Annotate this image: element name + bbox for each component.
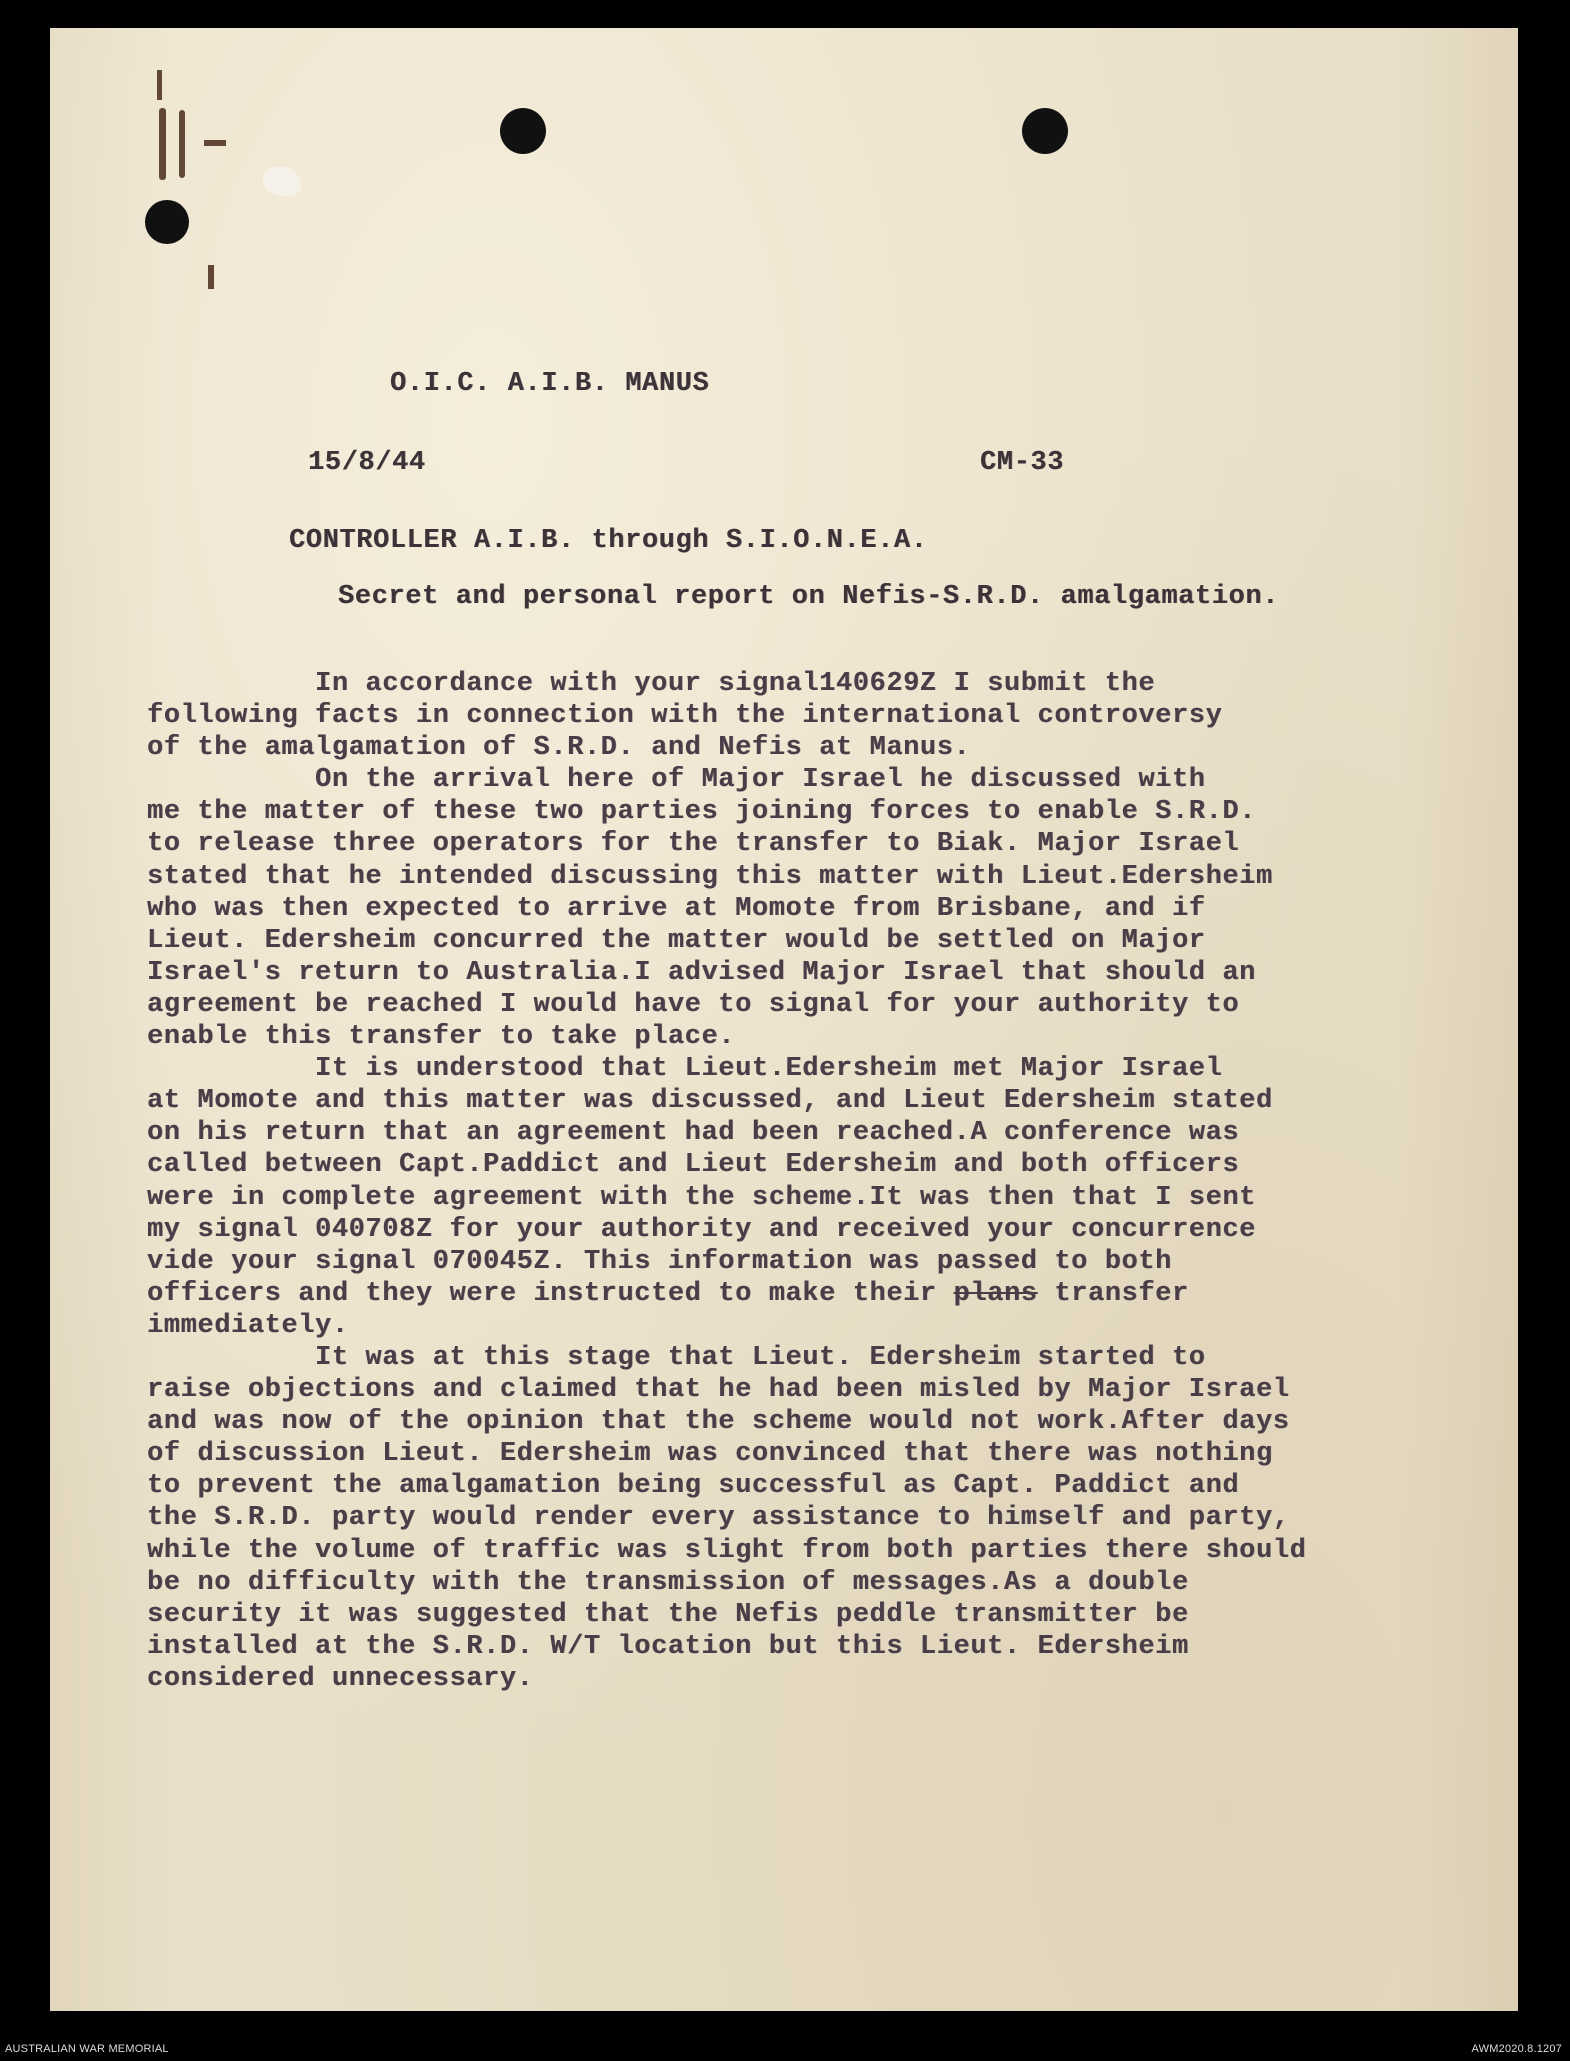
memo-subject: Secret and personal report on Nefis-S.R.D. amalgamation. [338,582,1279,612]
body-line: of the amalgamation of S.R.D. and Nefis at Manus. [147,733,971,764]
body-line: Israel's return to Australia.I advised Major Israel that should an [147,957,1256,988]
body-line: called between Capt.Paddict and Lieut Edersheim and both officers [147,1150,1240,1181]
body-line: security it was suggested that the Nefis peddle transmitter be [147,1599,1189,1630]
memo-to: O.I.C. A.I.B. MANUS [390,369,710,399]
staple-mark [157,70,162,100]
body-line: and was now of the opinion that the scheme would not work.After days [147,1407,1290,1438]
body-line: enable this transfer to take place. [147,1022,736,1053]
struck-word: plans [953,1278,1038,1309]
body-line: my signal 040708Z for your authority and received your concurrence [147,1214,1256,1245]
body-line: It was at this stage that Lieut. Edersheim started to [147,1342,1206,1373]
body-line: be no difficulty with the transmission of messages.As a double [147,1567,1189,1598]
body-line: on his return that an agreement had been reached.A conference was [147,1118,1240,1149]
paper-tear [263,166,301,196]
body-line: In accordance with your signal140629Z I submit the [147,669,1156,699]
memo-from: CONTROLLER A.I.B. through S.I.O.N.E.A. [289,526,928,556]
body-line: at Momote and this matter was discussed, and Lieut Edersheim stated [147,1086,1273,1117]
body-line: of discussion Lieut. Edersheim was convinced that there was nothing [147,1439,1273,1470]
staple-mark [208,265,214,289]
footer-credit: AUSTRALIAN WAR MEMORIAL [5,2043,169,2055]
staple-mark [159,108,166,180]
staple-mark [204,140,226,146]
body-line: while the volume of traffic was slight from both parties there should [147,1535,1307,1566]
footer-accession-number: AWM2020.8.1207 [1471,2043,1562,2055]
body-line: me the matter of these two parties joining forces to enable S.R.D. [147,797,1256,828]
body-line: Lieut. Edersheim concurred the matter would be settled on Major [147,925,1206,956]
body-line: were in complete agreement with the scheme.It was then that I sent [147,1182,1256,1213]
body-line: vide your signal 070045Z. This information was passed to both [147,1246,1172,1277]
body-line: On the arrival here of Major Israel he discussed with [147,765,1206,796]
body-line: to release three operators for the transfer to Biak. Major Israel [147,829,1240,860]
body-line: It is understood that Lieut.Edersheim met Major Israel [147,1054,1223,1085]
body-line: to prevent the amalgamation being successful as Capt. Paddict and [147,1471,1240,1502]
body-line: agreement be reached I would have to signal for your authority to [147,989,1240,1020]
punch-hole [500,108,546,154]
memo-reference: CM-33 [980,448,1065,478]
body-line: the S.R.D. party would render every assistance to himself and party, [147,1503,1290,1534]
body-line-text: transfer [1037,1278,1189,1309]
memo-date: 15/8/44 [308,448,426,478]
body-line: installed at the S.R.D. W/T location but this Lieut. Edersheim [147,1631,1189,1662]
body-line-text: officers and they were instructed to make their [147,1278,954,1309]
body-line [147,1278,1447,1310]
body-line: immediately. [147,1310,349,1341]
body-line: following facts in connection with the international controversy [147,701,1223,732]
punch-hole [145,200,189,244]
body-line: stated that he intended discussing this matter with Lieut.Edersheim [147,861,1273,892]
body-line: considered unnecessary. [147,1663,534,1694]
report-body [147,668,1447,1695]
body-line: who was then expected to arrive at Momote from Brisbane, and if [147,893,1206,924]
body-line: raise objections and claimed that he had been misled by Major Israel [147,1375,1290,1406]
staple-mark [179,110,185,178]
punch-hole [1022,108,1068,154]
